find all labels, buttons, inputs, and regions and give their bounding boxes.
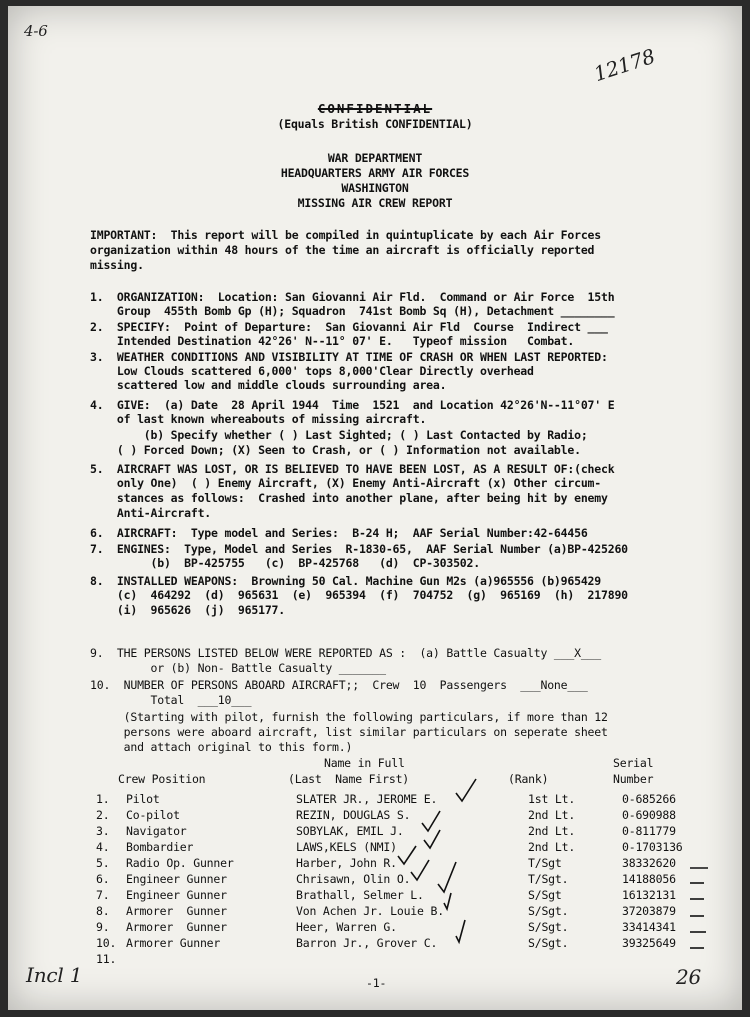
crew-position: Navigator — [126, 824, 187, 838]
check-mark-icon — [422, 811, 440, 831]
crew-position: Armorer Gunner — [126, 936, 221, 950]
crew-serial: 0-811779 — [622, 824, 676, 838]
crew-serial: 0-685266 — [622, 792, 676, 806]
crew-position: Armorer Gunner — [126, 920, 227, 934]
crew-rank: S/Sgt. — [528, 920, 569, 934]
item-9-line-1: 9. THE PERSONS LISTED BELOW WERE REPORTED AS : (a) Battle Casualty ___X___ — [90, 646, 601, 660]
crew-serial: 33414341 — [622, 920, 676, 934]
item-8-line-1: 8. INSTALLED WEAPONS: Browning 50 Cal. Machine Gun M2s (a)965556 (b)965429 — [90, 574, 601, 588]
crew-position: Co-pilot — [126, 808, 180, 822]
item-5-line-1: 5. AIRCRAFT WAS LOST, OR IS BELIEVED TO HAVE BEEN LOST, AS A RESULT OF:(check — [90, 462, 615, 476]
item-10-line-5: and attach original to this form.) — [90, 740, 353, 754]
crew-number: 2. — [96, 808, 110, 822]
check-mark-icon — [411, 860, 429, 880]
important-line-2: organization within 48 hours of the time an aircraft is officially reported — [90, 243, 595, 257]
check-mark-icon — [398, 846, 416, 864]
crew-position: Radio Op. Gunner — [126, 856, 234, 870]
header-crew-position: Crew Position — [118, 772, 206, 786]
crew-number: 11. — [96, 952, 117, 966]
crew-name: Von Achen Jr. Louie B. — [296, 904, 444, 918]
item-3-line-3: scattered low and middle clouds surrounding area. — [90, 378, 447, 392]
crew-position: Bombardier — [126, 840, 194, 854]
item-4-line-2: of last known whereabouts of missing aircraft. — [90, 412, 427, 426]
crew-rank: 2nd Lt. — [528, 824, 576, 838]
crew-number: 10. — [96, 936, 117, 950]
item-8-line-3: (i) 965626 (j) 965177. — [90, 603, 285, 617]
check-mark-icon — [424, 830, 440, 848]
corner-mark: 4-6 — [24, 22, 48, 40]
item-1-line-1: 1. ORGANIZATION: Location: San Giovanni Air Fld. Command or Air Force 15th — [90, 290, 615, 304]
item-1-line-2: Group 455th Bomb Gp (H); Squadron 741st Bomb Sq (H), Detachment ________ — [90, 304, 615, 318]
item-4-line-3: (b) Specify whether ( ) Last Sighted; ( ) Last Contacted by Radio; — [90, 428, 588, 442]
header-line-3: WASHINGTON — [341, 181, 409, 195]
item-6-line-1: 6. AIRCRAFT: Type model and Series: B-24 H; AAF Serial Number:42-64456 — [90, 526, 588, 540]
crew-name: SLATER JR., JEROME E. — [296, 792, 438, 806]
item-7-line-2: (b) BP-425755 (c) BP-425768 (d) CP-303502. — [90, 556, 480, 570]
crew-name: REZIN, DOUGLAS S. — [296, 808, 411, 822]
check-mark-icon — [444, 893, 451, 909]
crew-name: Brathall, Selmer L. — [296, 888, 424, 902]
crew-rank: 2nd Lt. — [528, 808, 576, 822]
header-name-bottom: (Last Name First) — [288, 772, 410, 786]
handwritten-file-number: 12178 — [590, 43, 658, 87]
classification-stamp: CONFIDENTIAL — [317, 101, 433, 116]
item-3-line-2: Low Clouds scattered 6,000' tops 8,000'Clear Directly overhead — [90, 364, 534, 378]
crew-number: 6. — [96, 872, 110, 886]
item-5-line-2: only One) ( ) Enemy Aircraft, (X) Enemy Anti-Aircraft (x) Other circum- — [90, 476, 601, 490]
crew-number: 1. — [96, 792, 110, 806]
crew-rank: S/Sgt — [528, 888, 562, 902]
crew-rank: S/Sgt. — [528, 936, 569, 950]
crew-number: 9. — [96, 920, 110, 934]
crew-rank: T/Sgt. — [528, 872, 569, 886]
item-10-line-4: persons were aboard aircraft, list similar particulars on seperate sheet — [90, 725, 608, 739]
crew-rank: S/Sgt. — [528, 904, 569, 918]
crew-rank: 1st Lt. — [528, 792, 576, 806]
header-name-top: Name in Full — [324, 756, 405, 770]
crew-number: 5. — [96, 856, 110, 870]
crew-serial: 39325649 — [622, 936, 676, 950]
item-8-line-2: (c) 464292 (d) 965631 (e) 965394 (f) 704752 (g) 965169 (h) 217890 — [90, 588, 628, 602]
header-rank: (Rank) — [508, 772, 549, 786]
item-4-line-4: ( ) Forced Down; (X) Seen to Crash, or ( ) Information not available. — [90, 443, 581, 457]
page-number: -1- — [366, 976, 387, 990]
check-mark-icon — [456, 779, 476, 801]
check-mark-icon — [456, 920, 465, 942]
crew-position: Armorer Gunner — [126, 904, 227, 918]
handwritten-page-count: 26 — [676, 965, 702, 989]
crew-number: 4. — [96, 840, 110, 854]
item-2-line-2: Intended Destination 42°26' N--11° 07' E. Typeof mission Combat. — [90, 334, 575, 348]
crew-serial: 14188056 — [622, 872, 676, 886]
crew-number: 7. — [96, 888, 110, 902]
item-9-line-2: or (b) Non- Battle Casualty _______ — [90, 661, 386, 675]
crew-position: Engineer Gunner — [126, 888, 227, 902]
document-page — [8, 6, 742, 1010]
item-5-line-3: stances as follows: Crashed into another plane, after being hit by enemy — [90, 491, 608, 505]
crew-rank: 2nd Lt. — [528, 840, 576, 854]
item-10-line-2: Total ___10___ — [90, 693, 252, 707]
item-7-line-1: 7. ENGINES: Type, Model and Series R-1830-65, AAF Serial Number (a)BP-425260 — [90, 542, 628, 556]
header-serial-top: Serial — [613, 756, 654, 770]
crew-name: LAWS,KELS (NMI) — [296, 840, 397, 854]
crew-name: SOBYLAK, EMIL J. — [296, 824, 404, 838]
crew-serial: 0-1703136 — [622, 840, 683, 854]
crew-position: Pilot — [126, 792, 160, 806]
item-10-line-1: 10. NUMBER OF PERSONS ABOARD AIRCRAFT;; Crew 10 Passengers ___None___ — [90, 678, 588, 692]
crew-serial: 0-690988 — [622, 808, 676, 822]
item-2-line-1: 2. SPECIFY: Point of Departure: San Giovanni Air Fld Course Indirect ___ — [90, 320, 608, 334]
crew-rank: T/Sgt — [528, 856, 562, 870]
crew-serial: 16132131 — [622, 888, 676, 902]
crew-serial: 37203879 — [622, 904, 676, 918]
crew-serial: 38332620 — [622, 856, 676, 870]
handwritten-inclosure: Incl 1 — [26, 963, 83, 987]
crew-number: 8. — [96, 904, 110, 918]
header-line-2: HEADQUARTERS ARMY AIR FORCES — [280, 166, 470, 180]
crew-name: Barron Jr., Grover C. — [296, 936, 438, 950]
item-4-line-1: 4. GIVE: (a) Date 28 April 1944 Time 1521 and Location 42°26'N--11°07' E — [90, 398, 615, 412]
report-title: MISSING AIR CREW REPORT — [297, 196, 453, 210]
crew-position: Engineer Gunner — [126, 872, 227, 886]
header-line-1: WAR DEPARTMENT — [327, 151, 423, 165]
crew-number: 3. — [96, 824, 110, 838]
crew-name: Heer, Warren G. — [296, 920, 397, 934]
item-10-line-3: (Starting with pilot, furnish the following particulars, if more than 12 — [90, 710, 608, 724]
item-3-line-1: 3. WEATHER CONDITIONS AND VISIBILITY AT TIME OF CRASH OR WHEN LAST REPORTED: — [90, 350, 608, 364]
handwritten-annotations — [8, 6, 742, 1010]
header-serial-bottom: Number — [613, 772, 654, 786]
check-mark-icon — [438, 862, 456, 892]
item-5-line-4: Anti-Aircraft. — [90, 506, 212, 520]
crew-name: Harber, John R. — [296, 856, 397, 870]
classification-note: (Equals British CONFIDENTIAL) — [277, 117, 473, 131]
important-line-3: missing. — [90, 258, 144, 272]
crew-name: Chrisawn, Olin O. — [296, 872, 411, 886]
important-line-1: IMPORTANT: This report will be compiled in quintuplicate by each Air Forces — [90, 228, 601, 242]
